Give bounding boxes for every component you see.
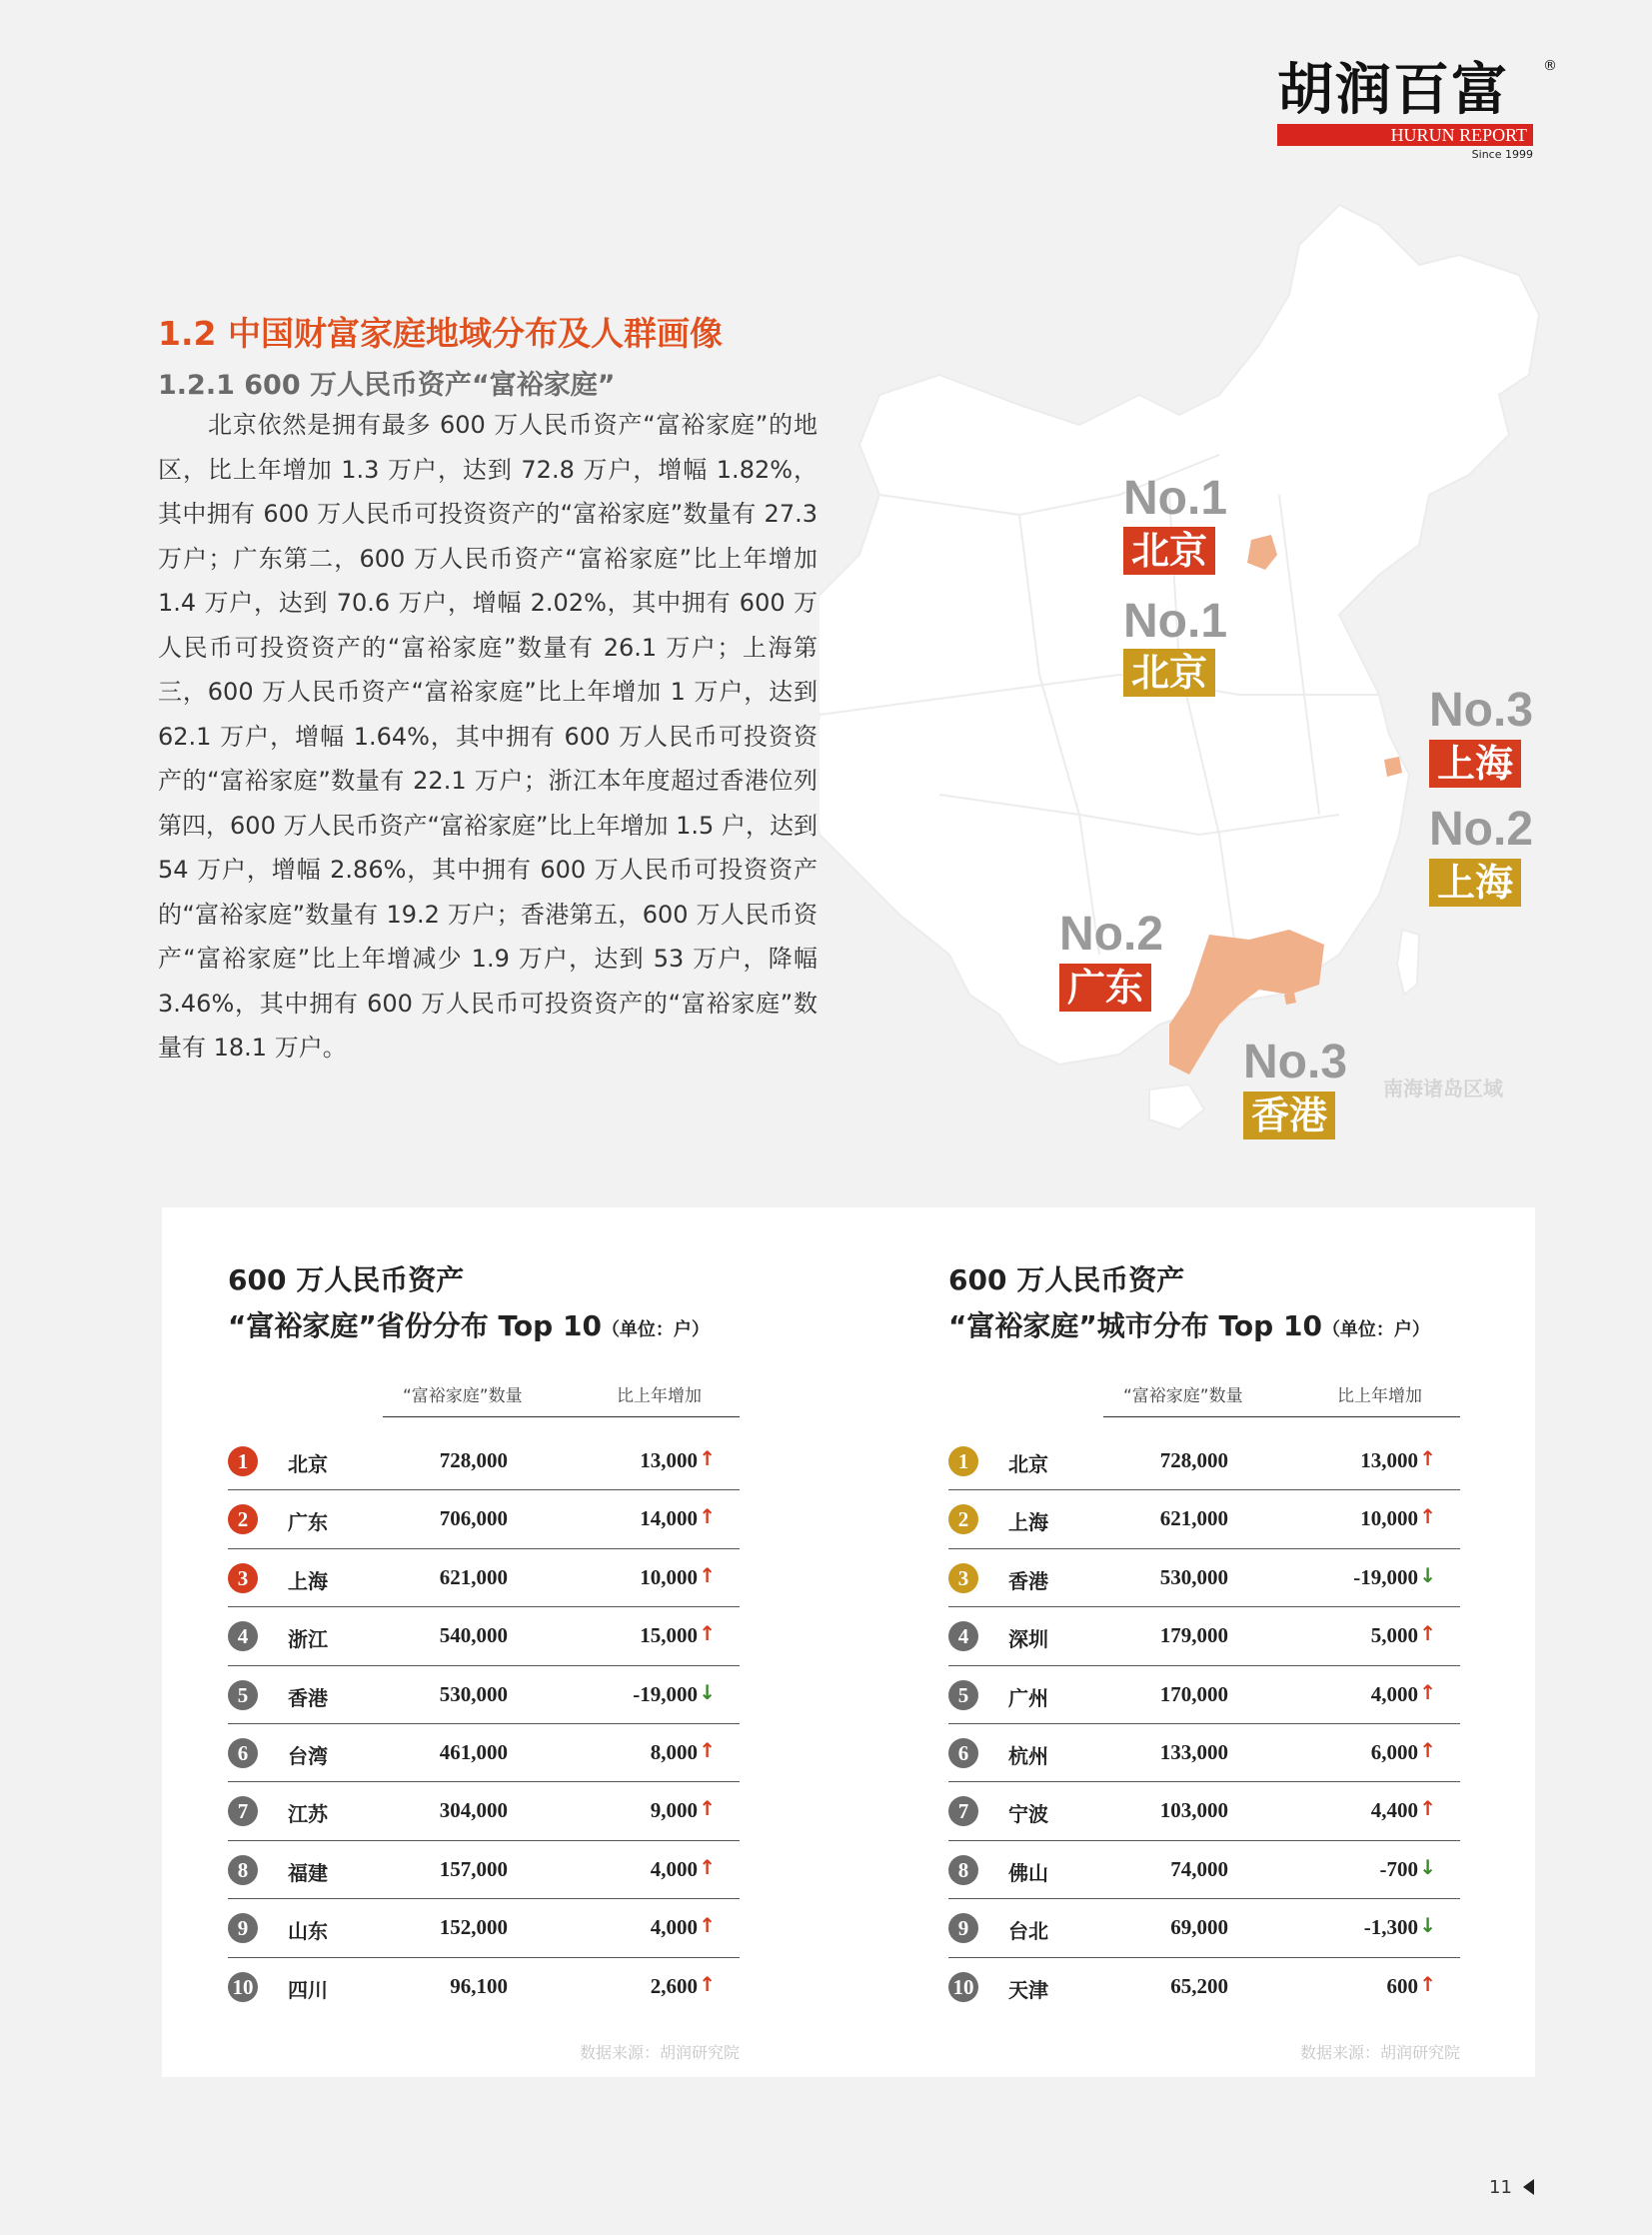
region-name: 福建 — [288, 1860, 328, 1885]
table-row — [228, 1724, 740, 1782]
city-table-title: “富裕家庭”城市分布 Top 10 — [948, 1309, 1322, 1342]
yearly-increase: 9,000 — [650, 1798, 698, 1823]
col-header-count: “富裕家庭”数量 — [403, 1386, 523, 1406]
map-tag-guangdong: 广东 — [1059, 964, 1151, 1012]
arrow-down-icon: ↓ — [699, 1679, 716, 1704]
household-count: 530,000 — [1159, 1564, 1228, 1589]
map-tag-shanghai-2: 上海 — [1429, 859, 1521, 907]
yearly-increase: 13,000 — [1360, 1448, 1418, 1472]
map-tag-beijing-1: 北京 — [1123, 527, 1215, 575]
household-count: 179,000 — [1159, 1623, 1228, 1648]
region-name: 上海 — [1008, 1510, 1048, 1535]
household-count: 65,200 — [1170, 1973, 1228, 1998]
household-count: 157,000 — [439, 1856, 508, 1881]
household-count: 103,000 — [1159, 1798, 1228, 1823]
arrow-up-icon: ↑ — [1419, 1971, 1436, 1996]
region-name: 江苏 — [288, 1802, 328, 1827]
page-number: 11 — [1489, 2177, 1512, 2198]
city-table-unit: （单位：户） — [1321, 1319, 1430, 1340]
logo-chinese: 胡润百富 — [1277, 58, 1509, 123]
province-table-title-line1: 600 万人民币资产 — [228, 1263, 465, 1296]
section-title: 1.2 中国财富家庭地域分布及人群画像 — [158, 314, 723, 353]
section-subtitle: 1.2.1 600 万人民币资产“富裕家庭” — [158, 370, 616, 401]
table-row — [948, 1549, 1460, 1607]
yearly-increase: -700 — [1379, 1856, 1418, 1881]
map-tag-shanghai-1: 上海 — [1429, 740, 1521, 788]
yearly-increase: 15,000 — [640, 1623, 698, 1648]
map-tag-hongkong: 香港 — [1243, 1092, 1335, 1139]
rank-badge: 3 — [948, 1563, 978, 1593]
household-count: 152,000 — [439, 1915, 508, 1940]
logo-english: HURUN REPORT — [1277, 124, 1533, 146]
table-row — [948, 1899, 1460, 1957]
col-header-increase: 比上年增加 — [617, 1386, 702, 1406]
rank-badge: 10 — [228, 1972, 258, 2002]
logo-since: Since 1999 — [1471, 148, 1533, 161]
rank-badge: 2 — [228, 1504, 258, 1534]
region-name: 香港 — [1008, 1568, 1048, 1593]
arrow-up-icon: ↑ — [699, 1504, 716, 1529]
household-count: 621,000 — [439, 1564, 508, 1589]
registered-mark: ® — [1543, 58, 1557, 74]
table-row — [228, 1549, 740, 1607]
rank-badge: 5 — [228, 1680, 258, 1710]
region-name: 四川 — [288, 1977, 328, 2002]
body-paragraph: 北京依然是拥有最多 600 万人民币资产“富裕家庭”的地区，比上年增加 1.3 万户，达到 72.8 万户，增幅 1.82%，其中拥有 600 万人民币可投资资产的“富裕家庭”数量有 27.3 万户；广东第二，600 万人民币资产“富裕家庭”比上年增加 1.4 万户，达到 70.6 万户，增幅 2.02%，其中拥有 600 万人民币可投资资产的“富裕家庭”数量有 26.1 万户；上海第三，600 万人民币资产“富裕家庭”比上年增加 1 万户，达到 62.1 万户，增幅 1.64%，其中拥有 600 万人民币可投资资产的“富裕家庭”数量有 22.1 万户；浙江本年度超过香港位列第四，600 万人民币资产“富裕家庭”比上年增加 1.5 户，达到 54 万户，增幅 2.86%，其中拥有 600 万人民币可投资资产的“富裕家庭”数量有 19.2 万户；香港第五，600 万人民币资产“富裕家庭”比上年增减少 1.9 万户，达到 53 万户，降幅 3.46%，其中拥有 600 万人民币可投资资产的“富裕家庭”数量有 18.1 万户。 — [158, 411, 818, 1062]
city-table-rows — [948, 1432, 1468, 2016]
city-table — [948, 1257, 1468, 2062]
map-tag-beijing-2: 北京 — [1123, 649, 1215, 697]
arrow-down-icon: ↓ — [1419, 1562, 1436, 1587]
region-name: 山东 — [288, 1919, 328, 1944]
arrow-up-icon: ↑ — [699, 1796, 716, 1821]
province-table-title-line2 — [228, 1303, 748, 1353]
yearly-increase: 13,000 — [640, 1448, 698, 1472]
region-name: 浙江 — [288, 1627, 328, 1652]
region-name: 北京 — [1008, 1452, 1048, 1476]
region-name: 广东 — [288, 1510, 328, 1535]
yearly-increase: 8,000 — [650, 1739, 698, 1764]
table-row — [228, 1490, 740, 1548]
page-arrow-icon — [1523, 2179, 1534, 2195]
map-rank-beijing-1: No.1 — [1123, 472, 1228, 525]
yearly-increase: -19,000 — [633, 1681, 698, 1706]
arrow-up-icon: ↑ — [699, 1971, 716, 1996]
city-table-source: 数据来源：胡润研究院 — [1299, 2043, 1460, 2062]
rank-badge: 10 — [948, 1972, 978, 2002]
region-name: 广州 — [1008, 1685, 1048, 1710]
yearly-increase: 600 — [1386, 1973, 1418, 1998]
arrow-up-icon: ↑ — [699, 1446, 716, 1470]
table-row — [948, 1666, 1460, 1724]
province-table-source: 数据来源：胡润研究院 — [579, 2043, 740, 2062]
region-name: 台湾 — [288, 1743, 328, 1768]
rank-badge: 2 — [948, 1504, 978, 1534]
city-table-header — [1103, 1377, 1460, 1417]
yearly-increase: 10,000 — [640, 1564, 698, 1589]
table-row — [948, 1782, 1460, 1840]
region-name: 天津 — [1008, 1977, 1048, 2002]
yearly-increase: 4,000 — [650, 1915, 698, 1940]
rank-badge: 4 — [948, 1621, 978, 1651]
table-row — [948, 1607, 1460, 1665]
map-rank-shanghai-2: No.2 — [1429, 803, 1534, 856]
yearly-increase: 4,000 — [1370, 1681, 1418, 1706]
household-count: 530,000 — [439, 1681, 508, 1706]
rank-badge: 9 — [228, 1913, 258, 1943]
arrow-up-icon: ↑ — [699, 1854, 716, 1879]
region-name: 台北 — [1008, 1919, 1048, 1944]
table-row — [228, 1782, 740, 1840]
table-row — [948, 1841, 1460, 1899]
table-row — [228, 1841, 740, 1899]
arrow-up-icon: ↑ — [699, 1913, 716, 1938]
table-row — [948, 1724, 1460, 1782]
region-name: 杭州 — [1008, 1743, 1048, 1768]
rank-badge: 7 — [948, 1796, 978, 1826]
household-count: 540,000 — [439, 1623, 508, 1648]
region-name: 上海 — [288, 1568, 328, 1593]
arrow-down-icon: ↓ — [1419, 1854, 1436, 1879]
yearly-increase: 4,400 — [1370, 1798, 1418, 1823]
table-row — [228, 1666, 740, 1724]
table-row — [948, 1490, 1460, 1548]
yearly-increase: 4,000 — [650, 1856, 698, 1881]
region-name: 深圳 — [1008, 1627, 1048, 1652]
household-count: 170,000 — [1159, 1681, 1228, 1706]
household-count: 706,000 — [439, 1506, 508, 1531]
household-count: 728,000 — [1159, 1448, 1228, 1472]
household-count: 74,000 — [1170, 1856, 1228, 1881]
arrow-up-icon: ↑ — [1419, 1737, 1436, 1762]
table-row — [228, 1432, 740, 1490]
region-name: 香港 — [288, 1685, 328, 1710]
taiwan-island — [1397, 930, 1419, 995]
household-count: 728,000 — [439, 1448, 508, 1472]
province-table-title: “富裕家庭”省份分布 Top 10 — [228, 1309, 602, 1342]
yearly-increase: 6,000 — [1370, 1739, 1418, 1764]
yearly-increase: 5,000 — [1370, 1623, 1418, 1648]
household-count: 96,100 — [450, 1973, 508, 1998]
arrow-up-icon: ↑ — [699, 1621, 716, 1646]
arrow-up-icon: ↑ — [699, 1562, 716, 1587]
yearly-increase: 14,000 — [640, 1506, 698, 1531]
rank-badge: 4 — [228, 1621, 258, 1651]
household-count: 69,000 — [1170, 1915, 1228, 1940]
region-name: 佛山 — [1008, 1860, 1048, 1885]
city-table-title-line1: 600 万人民币资产 — [948, 1263, 1185, 1296]
household-count: 304,000 — [439, 1798, 508, 1823]
rank-badge: 8 — [948, 1855, 978, 1885]
rank-badge: 6 — [948, 1738, 978, 1768]
hainan-island — [1149, 1085, 1204, 1129]
arrow-down-icon: ↓ — [1419, 1913, 1436, 1938]
arrow-up-icon: ↑ — [1419, 1504, 1436, 1529]
arrow-up-icon: ↑ — [699, 1737, 716, 1762]
rank-badge: 1 — [948, 1446, 978, 1476]
arrow-up-icon: ↑ — [1419, 1446, 1436, 1470]
table-row — [948, 1432, 1460, 1490]
arrow-up-icon: ↑ — [1419, 1796, 1436, 1821]
yearly-increase: -1,300 — [1363, 1915, 1418, 1940]
map-rank-shanghai-1: No.3 — [1429, 684, 1534, 737]
arrow-up-icon: ↑ — [1419, 1621, 1436, 1646]
table-row — [228, 1958, 740, 2016]
region-name: 宁波 — [1008, 1802, 1048, 1827]
rank-badge: 8 — [228, 1855, 258, 1885]
hongkong-region — [1284, 993, 1296, 1005]
rank-badge: 1 — [228, 1446, 258, 1476]
province-table-header — [383, 1377, 740, 1417]
rank-badge: 6 — [228, 1738, 258, 1768]
rank-badge: 3 — [228, 1563, 258, 1593]
region-name: 北京 — [288, 1452, 328, 1476]
rank-badge: 7 — [228, 1796, 258, 1826]
table-row — [948, 1958, 1460, 2016]
col-header-count: “富裕家庭”数量 — [1123, 1386, 1243, 1406]
rank-badge: 5 — [948, 1680, 978, 1710]
map-rank-beijing-2: No.1 — [1123, 595, 1228, 648]
household-count: 461,000 — [439, 1739, 508, 1764]
south-sea-islands-note: 南海诸岛区域 — [1383, 1077, 1503, 1101]
province-table-rows — [228, 1432, 748, 2016]
household-count: 133,000 — [1159, 1739, 1228, 1764]
map-rank-hongkong: No.3 — [1243, 1036, 1348, 1089]
map-rank-guangdong: No.2 — [1059, 908, 1164, 961]
household-count: 621,000 — [1159, 1506, 1228, 1531]
table-row — [228, 1899, 740, 1957]
tables-panel — [162, 1207, 1535, 2077]
city-table-title-line2 — [948, 1303, 1468, 1353]
yearly-increase: 10,000 — [1360, 1506, 1418, 1531]
table-row — [228, 1607, 740, 1665]
province-table-unit: （单位：户） — [601, 1319, 710, 1340]
province-table — [228, 1257, 748, 2062]
yearly-increase: -19,000 — [1353, 1564, 1418, 1589]
rank-badge: 9 — [948, 1913, 978, 1943]
arrow-up-icon: ↑ — [1419, 1679, 1436, 1704]
col-header-increase: 比上年增加 — [1337, 1386, 1422, 1406]
hurun-logo — [1277, 58, 1557, 161]
yearly-increase: 2,600 — [650, 1973, 698, 1998]
